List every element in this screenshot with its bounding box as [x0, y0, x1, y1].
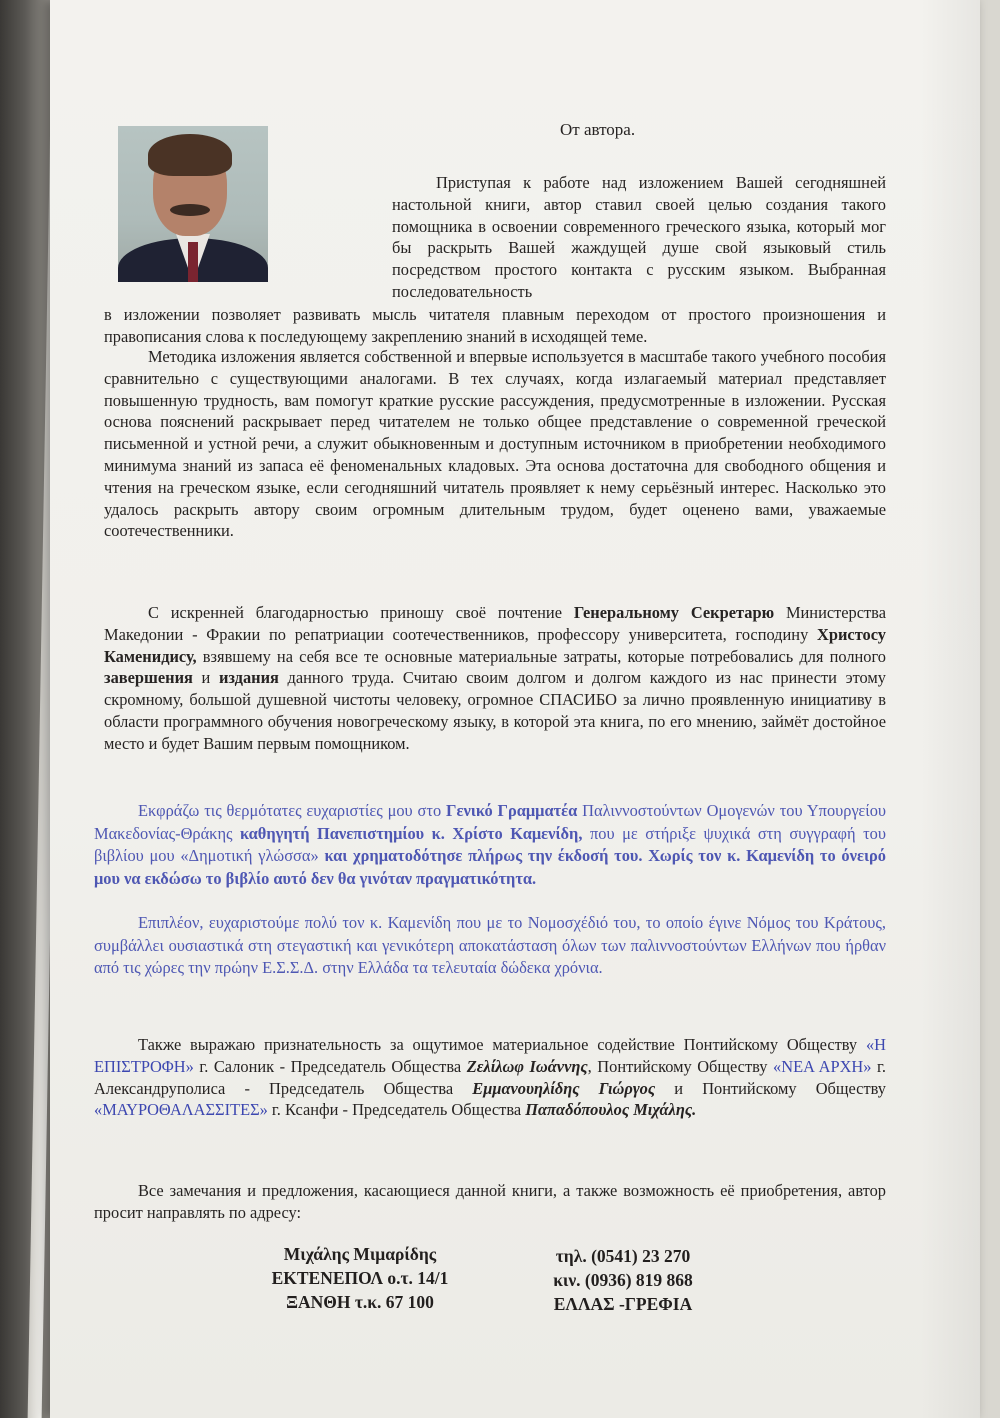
- intro-continuation: в изложении позволяет развивать мысль читателя плавным переходом от простого произношения и правописания слова к последующему закреплению знаний в исходящей теме.: [104, 305, 886, 346]
- page-title: От автора.: [560, 120, 636, 139]
- address-city: ΞΑΝΘΗ τ.κ. 67 100: [286, 1292, 434, 1312]
- thanks-greek-paragraph-2: Επιπλέον, ευχαριστούμε πολύ τον κ. Καμενίδη που με το Νομοσχέδιό του, το οποίο έγινε Νόμος του Κράτους, συμβάλλει ουσιαστικά στη στεγαστική και γενικότερη αποκατάσταση όλων των παλιννοστούντων Ελλήνων που ήρθαν από τις χώρες την πρώην Ε.Σ.Σ.Δ. στην Ελλάδα τα τελευταία δώδεκα χρόνια.: [94, 913, 886, 978]
- address-block-left: [240, 1242, 480, 1314]
- address-block-right: [508, 1244, 738, 1316]
- thanks-russian-paragraph: С искренней благодарностью приношу своё почтение Генеральному Секретарю Министерства Македонии - Фракии по репатриации соотечественников, профессору университета, господину Христосу Каменидису, взявшему на себя все те основные материальные затраты, которые потребовались для полного завершения и издания данного труда. Считаю своим долгом и долгом каждого из нас принести этому скромному, большой душевной чистоты человеку, огромное СПАСИБО за лично проявленную инициативу в области программного обучения новогреческому языку, в которой эта книга, по его мнению, займёт достойное место и будет Вашим первым помощником.: [104, 603, 887, 753]
- author-photo: [118, 126, 268, 282]
- country: ΕΛΛΑΣ -ΓΡΕΦΙΑ: [553, 1294, 693, 1314]
- mobile-number: κιν. (0936) 819 868: [553, 1270, 693, 1290]
- author-name: Μιχάλης Μιμαρίδης: [283, 1244, 437, 1264]
- societies-paragraph: Также выражаю признательность за ощутимое материальное содействие Понтийскому Обществу «Η ΕΠΙΣΤΡΟΦΗ» г. Салоник - Председатель Общества Ζελίλωφ Ιωάννης, Понтийскому Обществу «ΝΕΑ ΑΡΧΗ» г. Александруполиса - Председатель Общества Εμμανουηλίδης Γιώργος и Понтийскому Обществу «ΜΑΥΡΟΘΑΛΑΣΣΙΤΕΣ» г. Ксанфи - Председатель Общества Παπαδόπουλος Μιχάλης.: [94, 1035, 886, 1120]
- method-paragraph: Методика изложения является собственной и впервые используется в масштабе такого учебного пособия сравнительно с существующими аналогами. В тех случаях, когда излагаемый материал представляет повышенную трудность, вам помогут краткие русские рассуждения, предусмотренные в изложении. Русская основа пояснений раскрывает перед читателем не только общее представление о современной греческой письменной и устной речи, а служит обыкновенным и доступным источником в приобретении необходимого минимума знаний из запаса её феноменальных кладовых. Эта основа достаточна для свободного общения и чтения на греческом языке, если сегодняшний читатель проявляет к нему серьёзный интерес. Насколько это удалось раскрыть автору своим огромным длительным трудом, будет оценено вами, уважаемые соотечественники.: [104, 347, 886, 541]
- phone-number: τηλ. (0541) 23 270: [555, 1246, 691, 1266]
- remarks-paragraph: Все замечания и предложения, касающиеся данной книги, а также возможность её приобретения, автор просит направлять по адресу:: [94, 1181, 886, 1222]
- intro-paragraph: Приступая к работе над изложением Вашей сегодняшней настольной книги, автор ставил своей целью создания такого помощника в освоении современного греческого языка, который мог бы раскрыть Вашей жаждущей душе свой языковый стиль посредством простого контакта с русским языком. Выбранная последовательность: [392, 173, 886, 301]
- address-street: ΕΚΤΕΝΕΠΟΛ ο.τ. 14/1: [271, 1268, 449, 1288]
- thanks-greek-paragraph: Εκφράζω τις θερμότατες ευχαριστίες μου στο Γενικό Γραμματέα Παλιννοστούντων Ομογενών του Υπουργείου Μακεδονίας-Θράκης καθηγητή Πανεπιστημίου κ. Χρίστο Καμενίδη, που με στήριξε ψυχικά στη συγγραφή του βιβλίου μου «Δημοτική γλώσσα» και χρηματοδότησε πλήρως την έκδοσή του. Χωρίς τον κ. Καμενίδη το όνειρό μου να εκδώσω το βιβλίο αυτό δεν θα γινόταν πραγματικότητα.: [94, 801, 887, 888]
